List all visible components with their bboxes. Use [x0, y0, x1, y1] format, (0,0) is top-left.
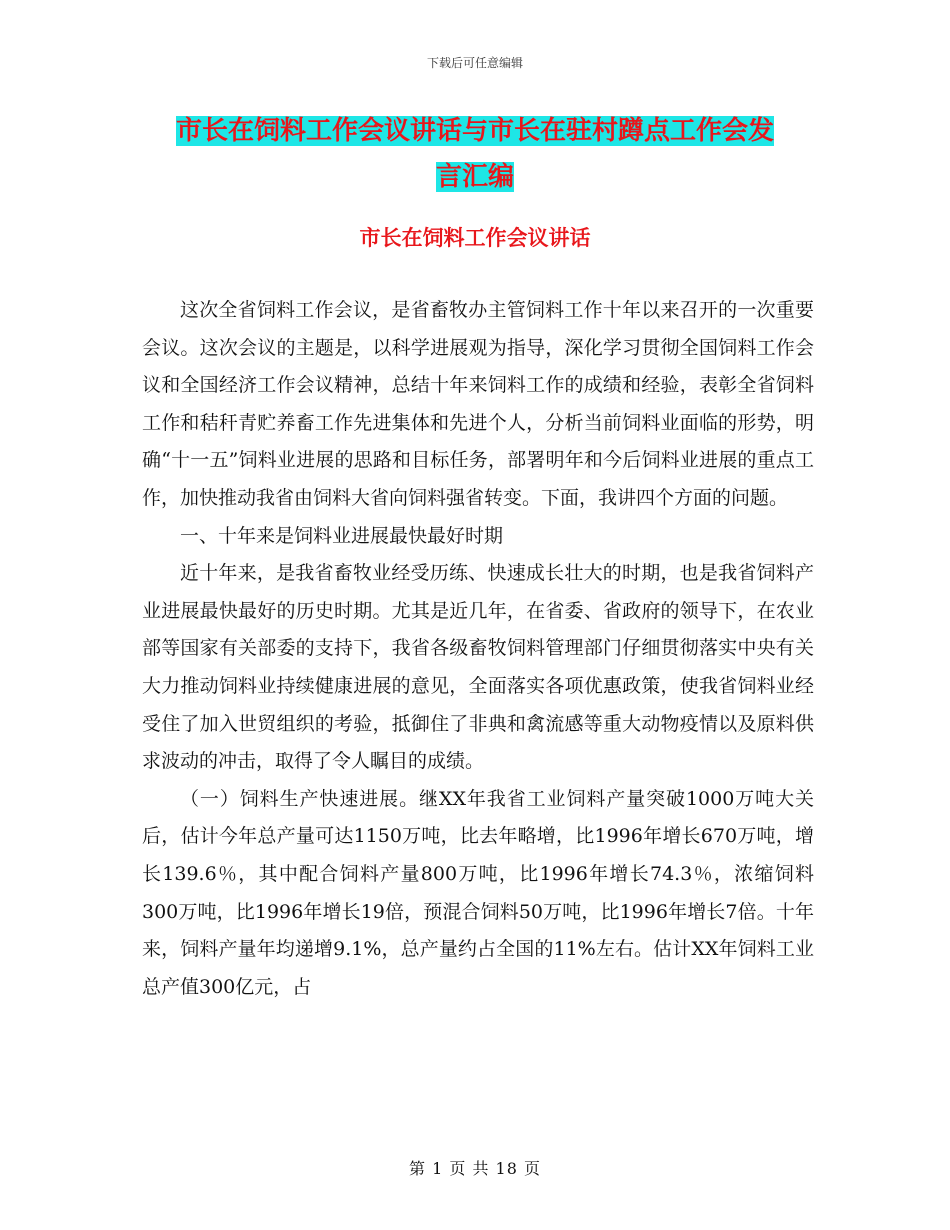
- section-title: 市长在饲料工作会议讲话: [359, 226, 591, 250]
- page-footer: 第 1 页 共 18 页: [409, 1159, 541, 1178]
- document-title-line-1: 市长在饲料工作会议讲话与市长在驻村蹲点工作会发: [175, 116, 774, 146]
- paragraph-decade-review: 近十年来，是我省畜牧业经受历练、快速成长壮大的时期，也是我省饲料产业进展最快最好的历史时期。尤其是近几年，在省委、省政府的领导下，在农业部等国家有关部委的支持下，我省各级畜牧饲料管理部门仔细贯彻落实中央有关大力推动饲料业持续健康进展的意见，全面落实各项优惠政策，使我省饲料业经受住了加入世贸组织的考验，抵御住了非典和禽流感等重大动物疫情以及原料供求波动的冲击，取得了令人瞩目的成绩。: [142, 562, 814, 773]
- document-body: [142, 292, 814, 1006]
- document-title: [140, 108, 810, 200]
- document-title-line-2: 言汇编: [435, 162, 514, 192]
- paragraph-intro: 这次全省饲料工作会议，是省畜牧办主管饲料工作十年以来召开的一次重要会议。这次会议的主题是，以科学进展观为指导，深化学习贯彻全国饲料工作会议和全国经济工作会议精神，总结十年来饲料工作的成绩和经验，表彰全省饲料工作和秸秆青贮养畜工作先进集体和先进个人，分析当前饲料业面临的形势，明确“十一五”饲料业进展的思路和目标任务，部署明年和今后饲料业进展的重点工作，加快推动我省由饲料大省向饲料强省转变。下面，我讲四个方面的问题。: [142, 299, 814, 509]
- page-header-note: 下载后可任意编辑: [426, 56, 523, 70]
- paragraph-heading-1: 一、十年来是饲料业进展最快最好时期: [180, 524, 504, 547]
- paragraph-production: （一）饲料生产快速进展。继XX年我省工业饲料产量突破1000万吨大关后，估计今年总产量可达1150万吨，比去年略增，比1996年增长670万吨，增长139.6％，其中配合饲料产量800万吨，比1996年增长74.3％，浓缩饲料300万吨，比1996年增长19倍，预混合饲料50万吨，比1996年增长7倍。十年来，饲料产量年均递增9.1%，总产量约占全国的11%左右。估计XX年饲料工业总产值300亿元，占: [142, 787, 814, 998]
